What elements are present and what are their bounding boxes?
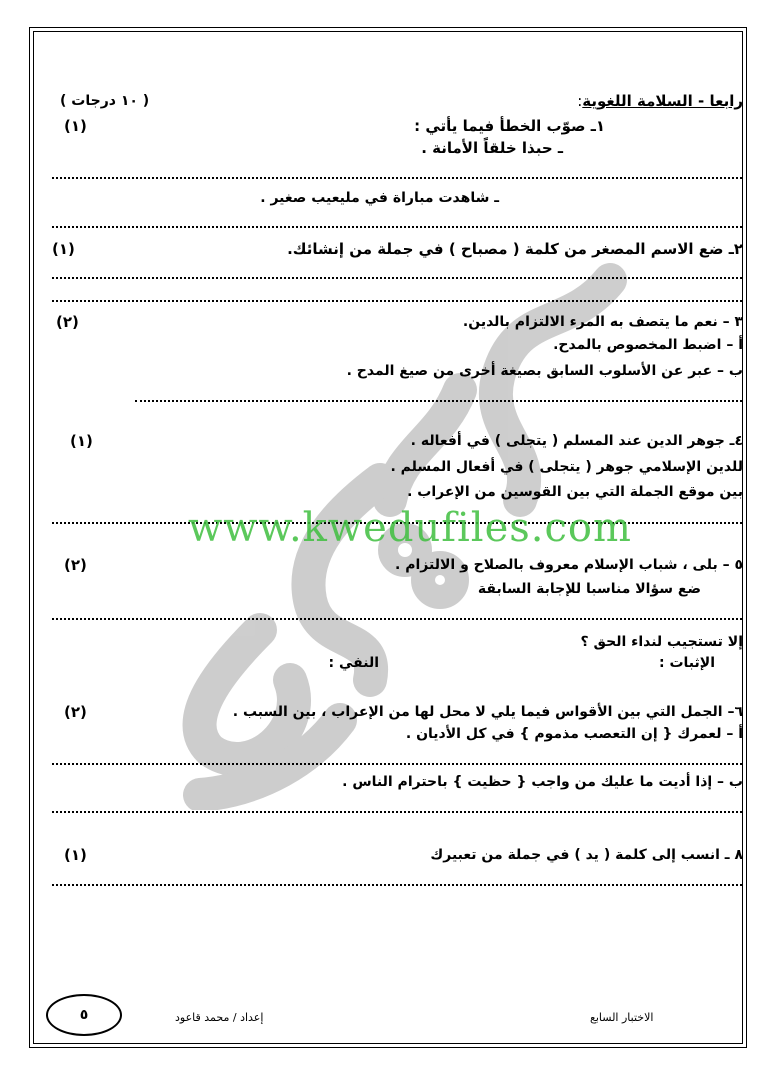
q5-negate: النفي : bbox=[328, 655, 379, 671]
q3-stem: ٣ – نعم ما يتصف به المرء الالتزام بالدين. bbox=[462, 314, 743, 330]
q4-stem: ٤ـ جوهر الدين عند المسلم ( يتجلى ) في أفعاله . bbox=[410, 433, 743, 449]
q3-b: ب – عبر عن الأسلوب السابق بصيغة أخرى من صيغ المدح . bbox=[346, 363, 743, 379]
q3-mark: (٢) bbox=[56, 313, 79, 331]
answer-line bbox=[52, 226, 742, 230]
answer-line bbox=[135, 400, 742, 404]
q1-mark: (١) bbox=[64, 117, 87, 135]
website-watermark: www.kwedufiles.com bbox=[188, 505, 632, 551]
answer-line bbox=[52, 884, 742, 888]
footer-exam: الاختبار السابع bbox=[590, 1011, 654, 1024]
footer-author: إعداد / محمد قاعود bbox=[175, 1011, 264, 1024]
q4-mark: (١) bbox=[70, 432, 93, 450]
q1-item-a: ـ حبذا خلقاً الأمانة . bbox=[421, 139, 563, 157]
answer-line bbox=[52, 811, 742, 815]
q1-item-b: ـ شاهدت مباراة في مليعيب صغير . bbox=[260, 190, 499, 206]
total-marks: ( ١٠ درجات ) bbox=[60, 93, 150, 109]
answer-line bbox=[52, 300, 742, 304]
q6-stem: ٦– الجمل التي بين الأقواس فيما يلي لا محل لها من الإعراب ، بين السبب . bbox=[232, 704, 743, 720]
q1-title: ١ـ صوّب الخطأ فيما يأتي : bbox=[414, 117, 605, 135]
q5-stem: ٥ – بلى ، شباب الإسلام معروف بالصلاح و الالتزام . bbox=[395, 557, 743, 573]
page-number bbox=[46, 994, 122, 1036]
page-number-text: ٥ bbox=[79, 1007, 89, 1023]
q5-line3: إلا تستجيب لنداء الحق ؟ bbox=[580, 634, 743, 650]
q6-mark: (٢) bbox=[64, 703, 87, 721]
q4-line3: بين موقع الجملة التي بين القوسين من الإعراب . bbox=[407, 484, 743, 500]
q8-mark: (١) bbox=[64, 846, 87, 864]
q3-a: أ – اضبط المخصوص بالمدح. bbox=[553, 337, 743, 353]
q5-line2: ضع سؤالا مناسبا للإجابة السابقة bbox=[477, 581, 701, 597]
q6-a: أ – لعمرك { إن التعصب مذموم } في كل الأديان . bbox=[405, 726, 743, 742]
q5-mark: (٢) bbox=[64, 556, 87, 574]
q8-stem: ٨ ـ انسب إلى كلمة ( يد ) في جملة من تعبيرك bbox=[430, 847, 743, 863]
section-title: رابعا - السلامة اللغوية: bbox=[577, 92, 743, 110]
q6-b: ب – إذا أديت ما عليك من واجب { حظيت } باحترام الناس . bbox=[342, 774, 743, 790]
q5-affirm: الإثبات : bbox=[659, 655, 715, 671]
q4-line2: للدين الإسلامي جوهر ( يتجلى ) في أفعال المسلم . bbox=[390, 459, 743, 475]
q2-title: ٢ـ ضع الاسم المصغر من كلمة ( مصباح ) في جملة من إنشائك. bbox=[287, 240, 743, 258]
q2-mark: (١) bbox=[52, 240, 75, 258]
answer-line bbox=[52, 277, 742, 281]
answer-line bbox=[52, 763, 742, 767]
answer-line bbox=[52, 177, 742, 181]
answer-line bbox=[52, 618, 742, 622]
